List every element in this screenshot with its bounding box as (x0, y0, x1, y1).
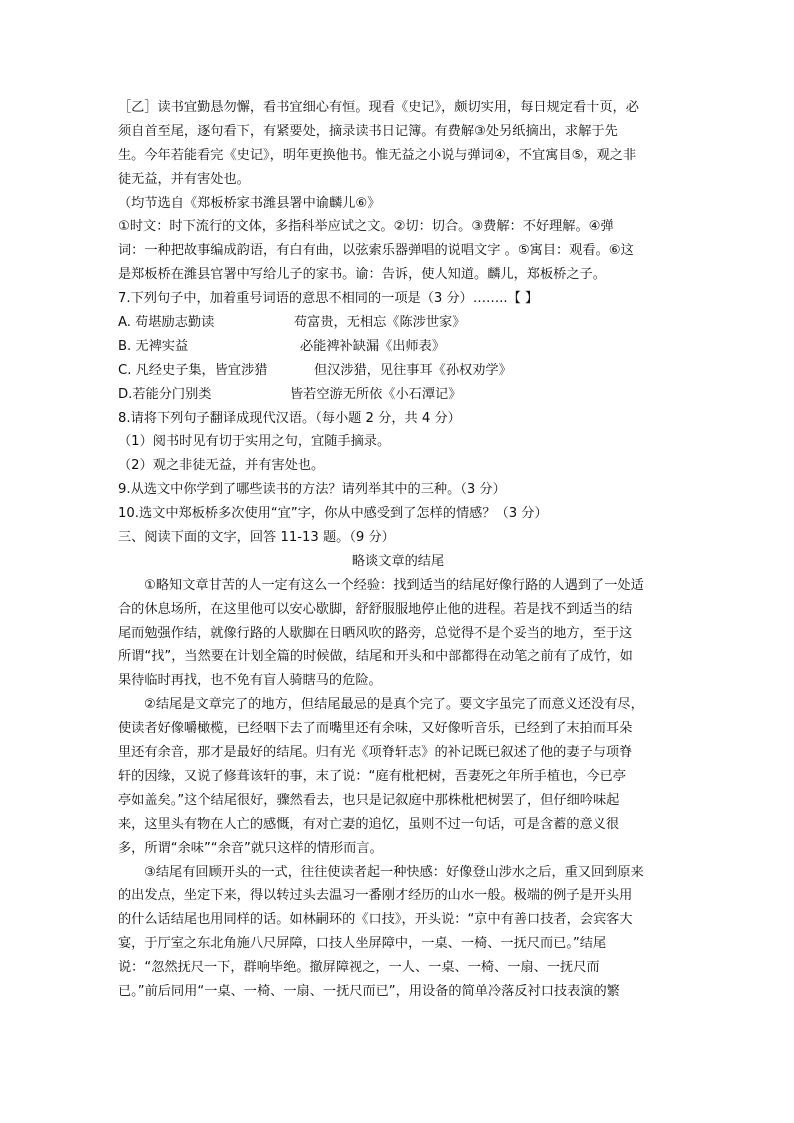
question-stem: 8.请将下列句子翻译成现代汉语。（每小题 2 分，共 4 分） (118, 410, 461, 426)
paragraph-line: 亭如盖矣。”这个结尾很好，骤然看去，也只是记叙庭中那株枇杷树罢了，但仔细吟味起 (118, 792, 620, 808)
section-3 (118, 526, 678, 1004)
option-sentence-2: 皆若空游无所依《小石潭记》 (290, 386, 462, 402)
annotation-line: ①时文：时下流行的文体，多指科举应试之文。②切：切合。③费解：不好理解。④弹 (118, 219, 614, 235)
paragraph-line: ②结尾是文章完了的地方，但结尾最忌的是真个完了。要文字虽完了而意义还没有尽， (144, 697, 644, 713)
paragraph-line: 使读者好像嚼橄榄，已经咽下去了而嘴里还有余味，又好像听音乐，已经到了末拍而耳朵 (118, 721, 633, 737)
question-9: 9.从选文中你学到了哪些读书的方法？请列举其中的三种。（3 分） (118, 482, 506, 498)
paragraph-line: 来，这里头有物在人亡的感慨，有对亡妻的追忆，虽则不过一句话，可是含蓄的意义很 (118, 816, 620, 832)
paragraph-line: 所谓“找”，当然要在计划全篇的时候做，结尾和开头和中部都得在动笔之前有了成竹，如 (118, 649, 633, 665)
article-paragraph-1 (118, 574, 678, 693)
article-paragraph-3 (118, 861, 678, 1004)
paragraph-line: 里还有余音，那才是最好的结尾。归有光《项脊轩志》的补记既已叙述了他的妻子与项脊 (118, 745, 633, 761)
passage-line: 生。今年若能看完《史记》，明年更换他书。惟无益之小说与弹词④，不宜寓目⑤，观之非 (118, 147, 637, 163)
paragraph-line: 轩的因缘，又说了修葺该轩的事，末了说：“庭有枇杷树，吾妻死之年所手植也，今已亭 (118, 768, 626, 784)
sub-question: （1）阅书时见有切于实用之句，宜随手摘录。 (118, 434, 391, 450)
question-8 (118, 407, 678, 479)
annotation-line: 词：一种把故事编成韵语，有白有曲，以弦索乐器弹唱的说唱文字 。⑤寓目：观看。⑥这 (118, 243, 634, 259)
paragraph-line: 多，所谓“余味”“余音”就只这样的情形而言。 (118, 840, 383, 856)
option-a (118, 311, 678, 335)
paragraph-line: 合的休息场所，在这里他可以安心歇脚，舒舒服服地停止他的进程。若是找不到适当的结 (118, 601, 633, 617)
option-sentence-1: C. 凡经史子集，皆宜涉猎 (118, 362, 268, 378)
paragraph-line: 已。”前后同用“一桌、一椅、一扇、一抚尺而已”，用设备的简单冷落反衬口技表演的繁 (118, 983, 620, 999)
option-sentence-2: 苟富贵，无相忘《陈涉世家》 (294, 315, 466, 331)
paragraph-line: 的出发点，坐定下来，得以转过头去温习一番刚才经历的山水一般。极端的例子是开头用 (118, 888, 633, 904)
question-stem: 7.下列句子中，加着重号词语的意思不相同的一项是（3 分）……..【 】 (118, 291, 539, 307)
passage-line: 徒无益，并有害处也。 (118, 171, 250, 187)
option-sentence-1: A. 苟堪励志勤读 (118, 315, 215, 331)
section-yi-passage (118, 96, 678, 215)
document-page (118, 96, 678, 1004)
option-b (118, 335, 678, 359)
annotation-line: 是郑板桥在潍县官署中写给儿子的家书。谕：告诉，使人知道。麟儿，郑板桥之子。 (118, 267, 606, 283)
option-sentence-2: 但汉涉猎，见往事耳《孙权劝学》 (314, 362, 512, 378)
paragraph-line: 的什么话结尾也用同样的话。如林嗣环的《口技》，开头说：“京中有善口技者，会宾客大 (118, 912, 633, 928)
paragraph-line: ①略知文章甘苦的人一定有这么一个经验：找到适当的结尾好像行路的人遇到了一处适 (144, 577, 644, 593)
sub-question: （2）观之非徒无益，并有害处也。 (118, 458, 325, 474)
option-sentence-2: 必能裨补缺漏《出师表》 (300, 338, 446, 354)
annotations (118, 215, 678, 287)
article-title: 略谈文章的结尾 (351, 553, 445, 569)
paragraph-line: 尾而勉强作结，就像行路的人歇脚在日晒风吹的路旁，总觉得不是个妥当的地方，至于这 (118, 625, 633, 641)
paragraph-line: 说：“忽然抚尺一下，群响毕绝。撤屏障视之，一人、一桌、一椅、一扇、一抚尺而 (118, 960, 600, 976)
option-d (118, 383, 678, 407)
question-10: 10.选文中郑板桥多次使用“宜”字，你从中感受到了怎样的情感？（3 分） (118, 506, 548, 522)
passage-line: 须自首至尾，逐句看下，有紧要处，摘录读书日记簿。有费解③处另纸摘出，求解于先 (118, 123, 618, 139)
paragraph-line: ③结尾有回顾开头的一式，往往使读者起一种快感：好像登山涉水之后，重又回到原来 (144, 864, 644, 880)
passage-source: （均节选自《郑板桥家书潍县署中谕麟儿⑥》 (118, 195, 381, 211)
paragraph-line: 果待临时再找，也不免有盲人骑瞎马的危险。 (118, 673, 382, 689)
option-sentence-1: D.若能分门别类 (118, 386, 212, 402)
section-heading: 三、阅读下面的文字，回答 11-13 题。（9 分） (118, 530, 395, 546)
question-7 (118, 287, 678, 406)
article-paragraph-2 (118, 693, 678, 860)
paragraph-line: 宴，于厅室之东北角施八尺屏障，口技人坐屏障中，一桌、一椅、一抚尺而已。”结尾 (118, 936, 607, 952)
passage-line: ［乙］读书宜勤恳勿懈，看书宜细心有恒。现看《史记》，颇切实用，每日规定看十页，必 (118, 100, 639, 115)
option-c (118, 359, 678, 383)
option-sentence-1: B. 无裨实益 (118, 338, 189, 354)
